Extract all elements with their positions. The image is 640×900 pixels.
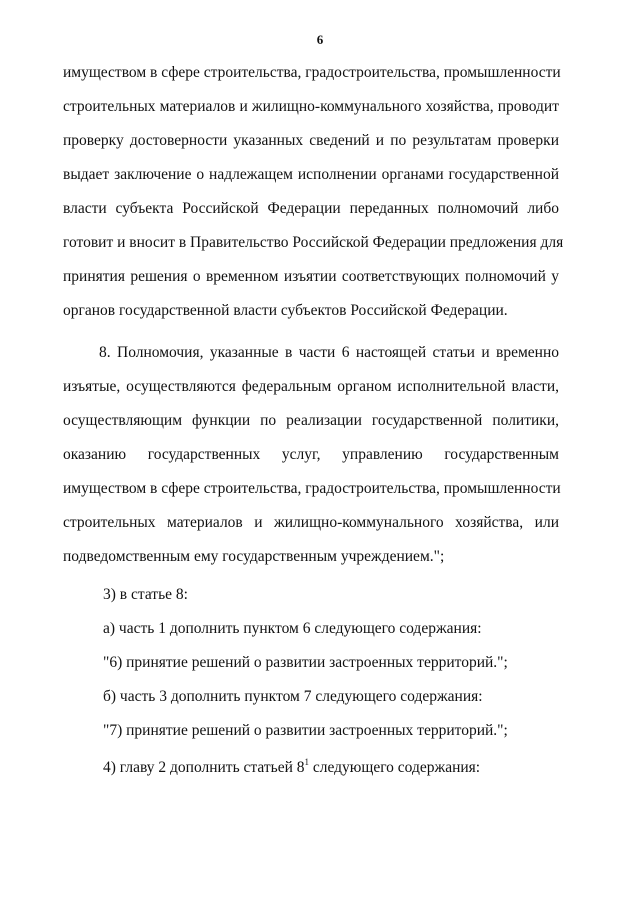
- list-item-b: б) часть 3 дополнить пунктом 7 следующего содержания:: [103, 688, 483, 705]
- page-number: 6: [316, 32, 324, 47]
- paragraph-8: [63, 336, 559, 574]
- text-line: власти субъекта Российской Федерации переданных полномочий либо: [63, 200, 559, 217]
- list-item-4-text-end: следующего содержания:: [309, 759, 481, 776]
- list-item-point-6: "6) принятие решений о развитии застроенных территорий.";: [103, 654, 508, 671]
- text-line: проверку достоверности указанных сведений и по результатам проверки: [63, 132, 559, 149]
- text-line: выдает заключение о надлежащем исполнении органами государственной: [63, 166, 559, 183]
- text-line: имуществом в сфере строительства, градостроительства, промышленности: [63, 480, 561, 497]
- text-line: строительных материалов и жилищно-коммунального хозяйства, проводит: [63, 98, 559, 115]
- text-line: осуществляющим функции по реализации государственной политики,: [63, 412, 559, 429]
- list-item-4-text: 4) главу 2 дополнить статьей 8: [103, 759, 305, 776]
- text-line: принятия решения о временном изъятии соответствующих полномочий у: [63, 268, 559, 285]
- text-line: изъятые, осуществляются федеральным органом исполнительной власти,: [63, 378, 559, 395]
- list-item-3: 3) в статье 8:: [103, 586, 188, 603]
- text-line: имуществом в сфере строительства, градостроительства, промышленности: [63, 64, 561, 81]
- text-line: оказанию государственных услуг, управлению государственным: [63, 446, 559, 463]
- paragraph-continuation: [63, 56, 564, 328]
- superscript: 1: [304, 757, 309, 767]
- text-line: органов государственной власти субъектов Российской Федерации.: [63, 302, 508, 319]
- list-item-point-7: "7) принятие решений о развитии застроенных территорий.";: [103, 722, 508, 739]
- list-item-4: [103, 751, 480, 785]
- text-line: готовит и вносит в Правительство Российской Федерации предложения для: [63, 234, 564, 251]
- list-item-a: а) часть 1 дополнить пунктом 6 следующего содержания:: [103, 620, 482, 637]
- text-line: 8. Полномочия, указанные в части 6 настоящей статьи и временно: [99, 344, 559, 361]
- text-line: подведомственным ему государственным учреждением.";: [63, 548, 445, 565]
- text-line: строительных материалов и жилищно-коммунального хозяйства, или: [63, 514, 559, 531]
